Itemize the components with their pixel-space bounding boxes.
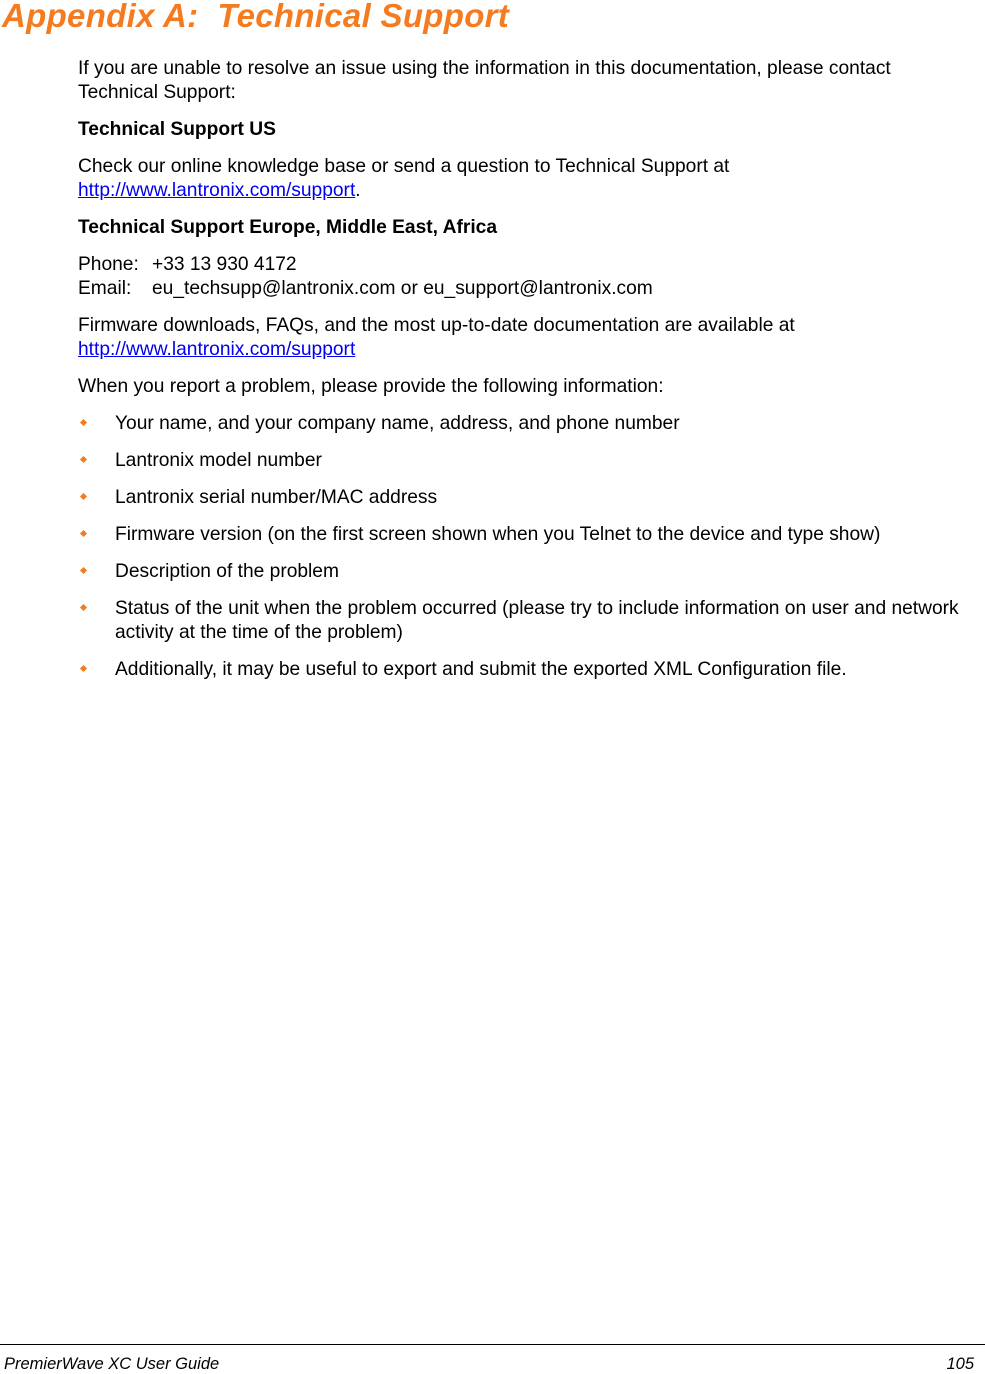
list-item: [78, 597, 968, 645]
phone-label: Phone:: [78, 254, 139, 275]
list-item-text: Lantronix model number: [115, 450, 322, 471]
intro-paragraph: If you are unable to resolve an issue using the information in this documentation, please contact Technical Support:: [78, 58, 891, 103]
phone-row: [78, 253, 968, 277]
us-support-paragraph: [78, 155, 968, 203]
list-item-text: Firmware version (on the first screen shown when you Telnet to the device and type show): [115, 524, 881, 545]
us-support-heading: Technical Support US: [78, 119, 276, 140]
footer-page-number: 105: [946, 1355, 974, 1373]
list-item: [78, 412, 968, 436]
diamond-bullet-icon: [80, 530, 87, 537]
phone-value: +33 13 930 4172: [152, 254, 297, 275]
firmware-link[interactable]: http://www.lantronix.com/support: [78, 339, 356, 360]
footer-divider: [0, 1344, 985, 1345]
us-support-text: Check our online knowledge base or send a question to Technical Support at: [78, 156, 730, 177]
list-item: [78, 449, 968, 473]
report-info-list: [78, 412, 968, 682]
list-item-text: Description of the problem: [115, 561, 339, 582]
list-item: [78, 486, 968, 510]
diamond-bullet-icon: [80, 604, 87, 611]
diamond-bullet-icon: [80, 493, 87, 500]
email-label: Email:: [78, 278, 132, 299]
list-item: [78, 523, 968, 547]
us-support-suffix: .: [355, 180, 361, 201]
list-item-text: Additionally, it may be useful to export and submit the exported XML Configuration file.: [115, 659, 847, 680]
email-value: eu_techsupp@lantronix.com or eu_support@lantronix.com: [152, 278, 653, 299]
emea-contact-block: [78, 253, 968, 301]
report-intro: When you report a problem, please provide the following information:: [78, 376, 664, 397]
list-item: [78, 560, 968, 584]
diamond-bullet-icon: [80, 567, 87, 574]
list-item-text: Your name, and your company name, address, and phone number: [115, 413, 680, 434]
footer-guide-title: PremierWave XC User Guide: [4, 1355, 220, 1373]
page-title: Appendix A: Technical Support: [2, 0, 510, 34]
list-item: [78, 658, 968, 682]
diamond-bullet-icon: [80, 419, 87, 426]
list-item-text: Lantronix serial number/MAC address: [115, 487, 438, 508]
us-support-link[interactable]: http://www.lantronix.com/support: [78, 180, 356, 201]
firmware-paragraph: [78, 314, 968, 362]
firmware-text: Firmware downloads, FAQs, and the most up-to-date documentation are available at: [78, 315, 795, 336]
email-row: [78, 277, 968, 301]
diamond-bullet-icon: [80, 456, 87, 463]
list-item-text: Status of the unit when the problem occurred (please try to include information on user and network activity at the time of the problem): [115, 598, 959, 643]
diamond-bullet-icon: [80, 665, 87, 672]
emea-support-heading: Technical Support Europe, Middle East, Africa: [78, 217, 497, 238]
document-body: [78, 57, 968, 695]
